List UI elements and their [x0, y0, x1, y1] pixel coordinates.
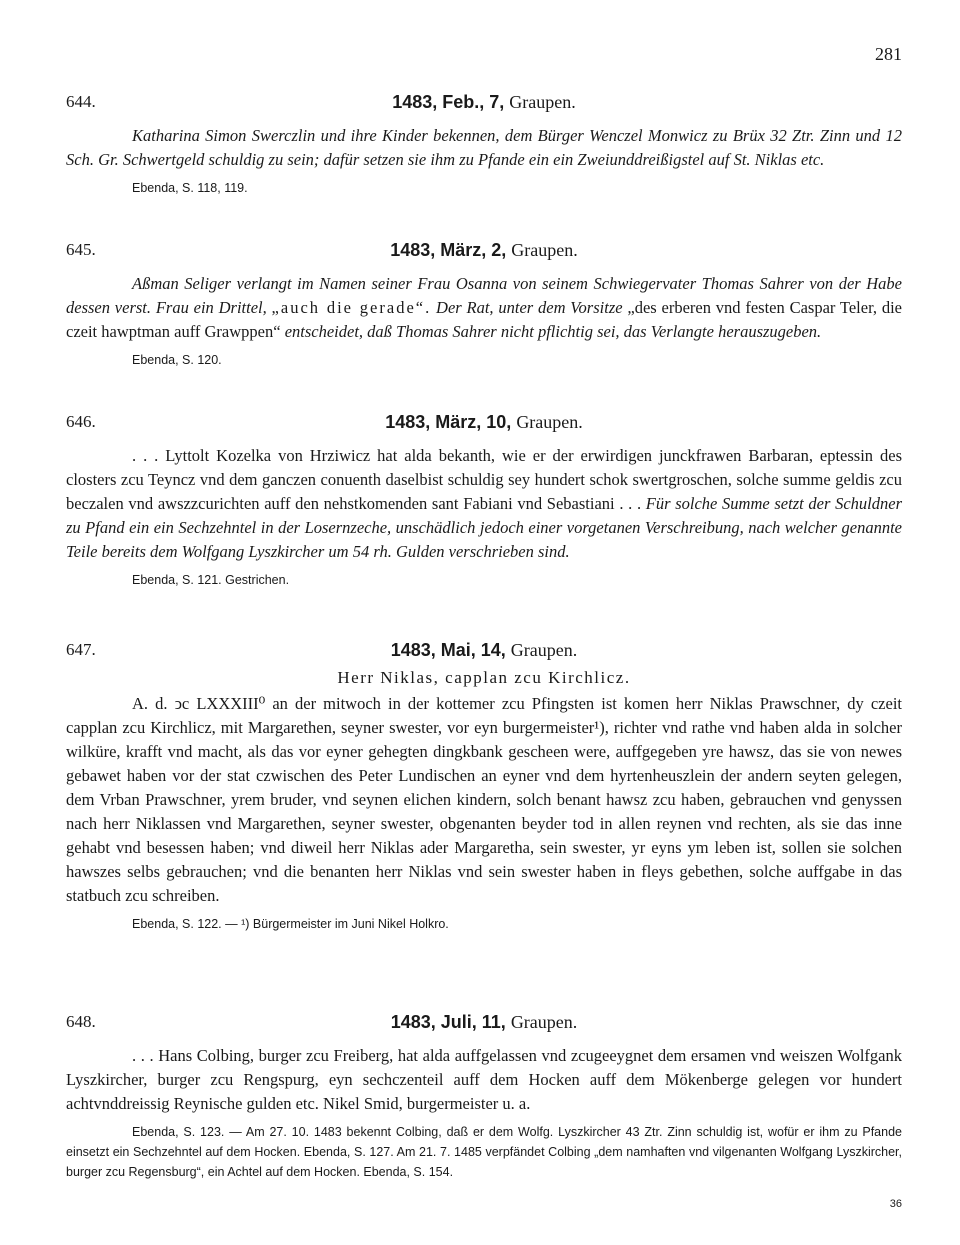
- entry-header: [66, 92, 902, 118]
- entry-header: [66, 412, 902, 438]
- entry-text: Aßman Seliger verlangt im Namen seiner Frau Osanna von seinem Schwiegervater Thomas Sahrer von der Habe dessen verst. Frau ein Drittel, „auch die gerade“. Der Rat, unter dem Vorsitze „des erberen vnd festen Caspar Teler, die czeit hawptman auff Grawppen“ entscheidet, daß Thomas Sahrer nicht pflichtig sei, das Verlangte herauszugeben.: [66, 274, 902, 341]
- entry-subtitle: Herr Niklas, capplan zcu Kirchlicz.: [337, 668, 631, 687]
- source-reference: Ebenda, S. 118, 119.: [132, 181, 248, 195]
- entry-647: [66, 640, 902, 934]
- entry-date: 1483, März, 10, Graupen.: [385, 412, 583, 432]
- entry-date: 1483, Juli, 11, Graupen.: [390, 1012, 578, 1032]
- entry-number: 644.: [66, 92, 96, 111]
- entry-644: [66, 92, 902, 198]
- entry-text: . . . Lyttolt Kozelka von Hrziwicz hat alda bekanth, wie er der erwirdigen junckfrawen Barbaran, eptessin des closters zcu Teyncz vnd dem ganczen conuenth daselbist schuldig sey hundert schok swertgroschen, solche summe geldis zcu beczalen vnd awszzcurichten auff den nehstkomenden sant Fabiani vnd Sebastiani . . . Für solche Summe setzt der Schuldner zu Pfand ein ein Sechzehntel in der Losernzeche, unschädlich jedoch einer vorgetanen Verschreibung, nach welcher genannte Teile bereits dem Wolfgang Lyszkircher um 54 rh. Gulden verschrieben sind.: [66, 446, 902, 561]
- entry-number: 648.: [66, 1012, 96, 1031]
- source-reference: Ebenda, S. 121. Gestrichen.: [132, 573, 290, 587]
- entry-header: [66, 640, 902, 666]
- entry-648: [66, 1012, 902, 1182]
- entry-header: [66, 240, 902, 266]
- entry-date: 1483, Mai, 14, Graupen.: [390, 640, 578, 660]
- signature-mark: 36: [889, 1198, 902, 1210]
- entry-header: [66, 1012, 902, 1038]
- entry-text: . . . Hans Colbing, burger zcu Freiberg, hat alda auffgelassen vnd zcugeeygnet dem ersamen vnd weiszen Wolfgank Lyszkircher, burger zcu Rengspurg, eyn sechczenteil auff dem Hocken auff dem Mökenberge gelegen vor hundert achtvnddreissig Reynische gulden etc. Nikel Smid, burgermeister u. a.: [66, 1046, 902, 1113]
- entry-646: [66, 412, 902, 590]
- source-reference: Ebenda, S. 120.: [132, 353, 222, 367]
- entry-number: 647.: [66, 640, 96, 659]
- entry-645: [66, 240, 902, 370]
- entry-date: 1483, Feb., 7, Graupen.: [392, 92, 576, 112]
- source-reference: Ebenda, S. 122. — ¹) Bürgermeister im Juni Nikel Holkro.: [132, 917, 449, 931]
- entry-text: A. d. ↄc LXXXIII⁰ an der mitwoch in der kottemer zcu Pfingsten ist komen herr Niklas Prawschner, dy czeit capplan zcu Kirchlicz, mit Margarethen, seyner swester, vor eyn burgermeister¹), richter vnd rathe vnd haben alda in solcher wilküre, krafft vnd macht, als das vor eyner gehegten dingkbank gescheen were, auffgegeben yre hawsz, das sie von newes gebawet haben vor der stat czwischen des Peter Lundischen an eyner vnd dem hyrtenheuszlein der andern seyten gelegen, dem Vrban Prawschner, yrem bruder, vnd seynen elichen kindern, solch benant hawsz zcu haben, gebrauchen vnd genyssen nach herr Niklassen vnd Margarethen, seyner swester, obgenanten beyder tod in allen reynen vnd rechten, als sie das inne gehabt vnd besessen haben; vnd diweil herr Niklas ader Margaretha, sein swester, yr eyns ym leben ist, sollen sie solchen hawszes selbs gebrauchen; vnd die benanten herr Niklas vnd sein swester haben in fleys gebethen, solche auffgabe in das statbuch zcu schreiben.: [66, 694, 902, 905]
- entry-date: 1483, März, 2, Graupen.: [390, 240, 578, 260]
- page-number: 281: [875, 44, 902, 64]
- entry-summary: Katharina Simon Swerczlin und ihre Kinder bekennen, dem Bürger Wenczel Monwicz zu Brüx 32 Ztr. Zinn und 12 Sch. Gr. Schwertgeld schuldig zu sein; dafür setzen sie ihm zu Pfande ein ein Zweiunddreißigstel auf St. Niklas etc.: [66, 126, 902, 169]
- entry-number: 645.: [66, 240, 96, 259]
- entry-number: 646.: [66, 412, 96, 431]
- source-reference: Ebenda, S. 123. — Am 27. 10. 1483 bekennt Colbing, daß er dem Wolfg. Lyszkircher 43 Ztr. Zinn schuldig ist, wofür er ihm zu Pfande einsetzt ein Sechzehntel auf dem Hocken. Ebenda, S. 127. Am 21. 7. 1485 verpfändet Colbing „dem namhaften vnd vilgenanten Wolfgang Lyszkircher, burger zcu Regensburg“, ein Achtel auf dem Hocken. Ebenda, S. 154.: [66, 1125, 902, 1179]
